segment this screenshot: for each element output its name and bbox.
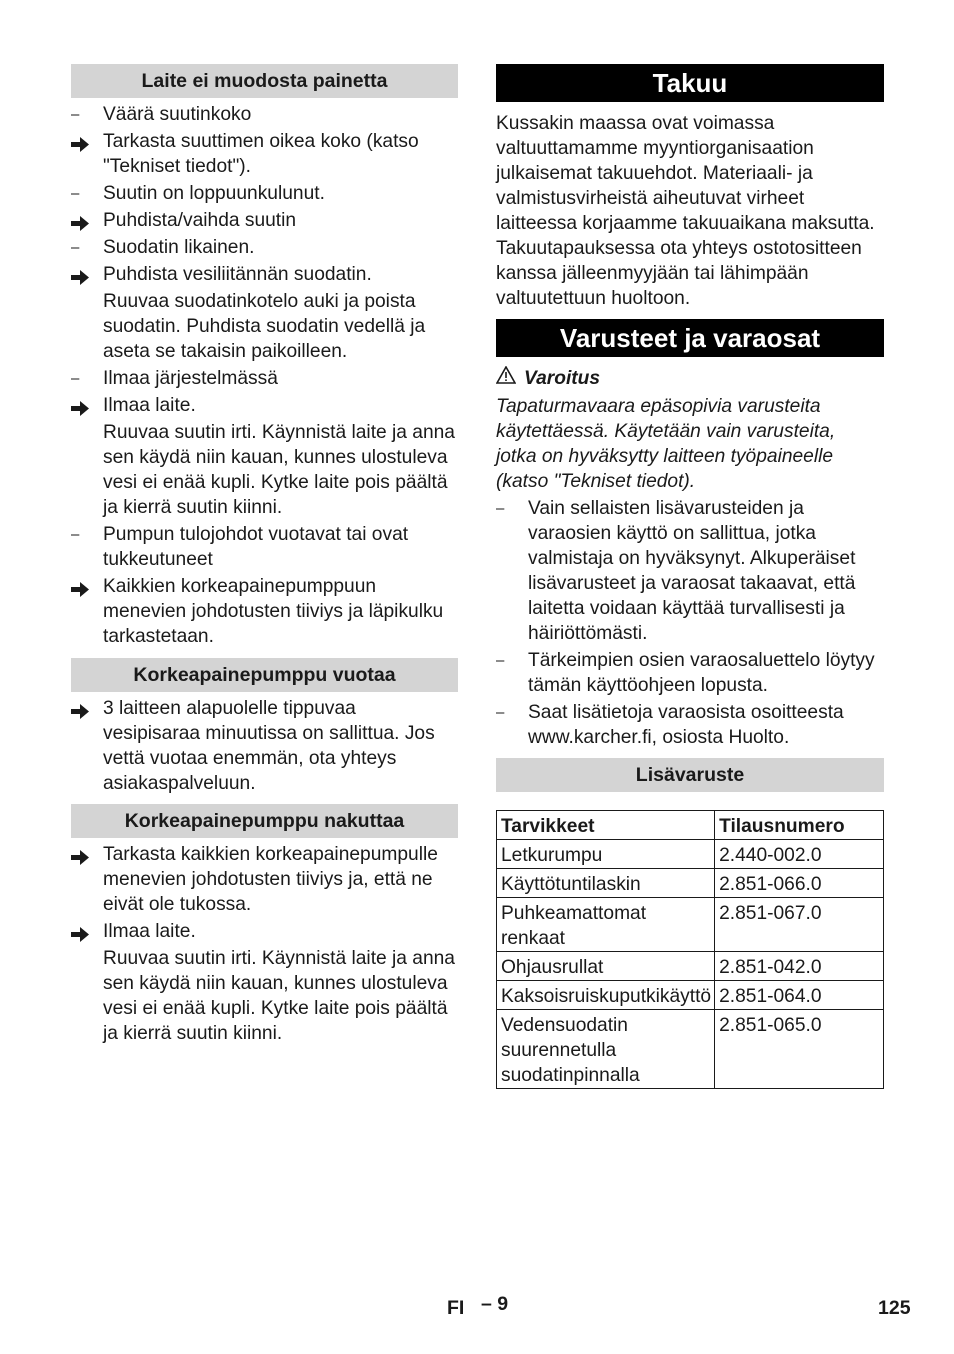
list-item-text: Ilmaa laite. xyxy=(103,921,196,942)
warranty-text: Kussakin maassa ovat voimassa valtuuttamamme myyntiorganisaation julkaisemat takuuehdot. Materiaali- ja valmistusvirheistä aiheutuvat virheet laitteessa korjaamme takuuaikana maksutta. Takuutapauksessa ota yhteys ostotositteen kanssa jälleenmyyjään tai lähimpään valtuutettuun huoltoon. xyxy=(496,113,875,309)
list-item xyxy=(71,420,458,520)
list-item xyxy=(496,700,884,750)
section-heading-no-pressure: Laite ei muodosta painetta xyxy=(71,64,458,98)
table-header-row xyxy=(497,811,884,840)
dash-bullet: – xyxy=(496,652,505,670)
list-item-text: Tärkeimpien osien varaosaluettelo löytyy tämän käyttöohjeen lopusta. xyxy=(528,650,875,697)
list-item-text: Suodatin likainen. xyxy=(103,237,255,258)
dash-bullet: – xyxy=(71,239,80,256)
dash-bullet: – xyxy=(496,500,505,518)
table-row xyxy=(497,952,884,981)
accessory-name-cell: Letkurumpu xyxy=(497,840,715,869)
list-item xyxy=(71,235,458,260)
dash-bullet: – xyxy=(71,106,80,123)
table-row xyxy=(497,1010,884,1089)
order-number-cell: 2.851-064.0 xyxy=(715,981,884,1010)
table-row xyxy=(497,898,884,952)
arrow-right-icon xyxy=(71,208,99,238)
footer-language: FI xyxy=(447,1297,465,1319)
list-item-text: Ruuvaa suutin irti. Käynnistä laite ja anna sen käydä niin kauan, kunnes ulostuleva vesi ei enää kupli. Kytke laite pois päältä ja kierrä suutin kiinni. xyxy=(103,948,455,1044)
list-item xyxy=(71,574,458,649)
warning-title-row xyxy=(496,366,884,391)
accessory-name-cell: Vedensuodatin suurennetulla suodatinpinnalla xyxy=(497,1010,715,1089)
accessory-name-cell: Ohjausrullat xyxy=(497,952,715,981)
page-number: 125 xyxy=(878,1297,911,1319)
pump-leaks-list xyxy=(71,696,458,796)
accessories-list xyxy=(496,496,884,750)
list-item xyxy=(71,181,458,206)
arrow-right-icon xyxy=(71,393,99,423)
table-row xyxy=(497,981,884,1010)
list-item-text: Ruuvaa suodatinkotelo auki ja poista suodatin. Puhdista suodatin vedellä ja aseta se takaisin paikoilleen. xyxy=(103,291,426,362)
column-header-order-number: Tilausnumero xyxy=(715,811,884,840)
list-item xyxy=(71,262,458,287)
list-item xyxy=(71,522,458,572)
list-item xyxy=(71,102,458,127)
list-item xyxy=(71,919,458,944)
arrow-right-icon xyxy=(71,842,99,872)
list-item xyxy=(71,366,458,391)
accessory-name-cell: Puhkeamattomat renkaat xyxy=(497,898,715,952)
arrow-right-icon xyxy=(71,262,99,292)
arrow-right-icon xyxy=(71,696,99,726)
table-row xyxy=(497,840,884,869)
list-item-text: 3 laitteen alapuolelle tippuvaa vesipisaraa minuutissa on sallittua. Jos vettä vuotaa enemmän, ota yhteys asiakaspalveluun. xyxy=(103,698,435,794)
accessory-name-cell: Kaksoisruiskuputkikäyttö xyxy=(497,981,715,1010)
list-item-text: Vain sellaisten lisävarusteiden ja varaosien käyttö on sallittua, jotka valmistaja on hyväksynyt. Alkuperäiset lisävarusteet ja varaosat takaavat, että laitetta voidaan käyttää turvallisesti ja häiriöttömästi. xyxy=(528,498,856,645)
list-item-text: Puhdista/vaihda suutin xyxy=(103,210,297,231)
list-item xyxy=(71,393,458,418)
list-item xyxy=(496,496,884,646)
footer-section: – 9 xyxy=(481,1293,509,1315)
order-number-cell: 2.851-065.0 xyxy=(715,1010,884,1089)
accessory-name-cell: Käyttötuntilaskin xyxy=(497,869,715,898)
right-column xyxy=(496,64,884,1089)
table-row xyxy=(497,869,884,898)
list-item xyxy=(71,129,458,179)
column-header-accessories: Tarvikkeet xyxy=(497,811,715,840)
accessories-heading: Varusteet ja varaosat xyxy=(496,319,884,357)
list-item-text: Puhdista vesiliitännän suodatin. xyxy=(103,264,372,285)
left-column xyxy=(71,64,458,1046)
list-item-text: Tarkasta kaikkien korkeapainepumpulle menevien johdotusten tiiviys ja, että ne eivät ole tukossa. xyxy=(103,844,438,915)
accessory-table xyxy=(496,810,884,1089)
list-item xyxy=(71,946,458,1046)
list-item xyxy=(71,208,458,233)
section-heading-pump-knocks: Korkeapainepumppu nakuttaa xyxy=(71,804,458,838)
arrow-right-icon xyxy=(71,129,99,159)
list-item-text: Suutin on loppuunkulunut. xyxy=(103,183,325,204)
list-item xyxy=(71,696,458,796)
warning-triangle-icon xyxy=(496,366,516,391)
list-item xyxy=(496,648,884,698)
dash-bullet: – xyxy=(71,370,80,387)
list-item-text: Väärä suutinkoko xyxy=(103,104,252,125)
list-item-text: Ilmaa järjestelmässä xyxy=(103,368,278,389)
list-item xyxy=(71,842,458,917)
warning-text: Tapaturmavaara epäsopivia varusteita käytettäessä. Käytetään vain varusteita, jotka on hyväksytty laitteen työpaineelle (katso "Tekniset tiedot). xyxy=(496,396,836,493)
list-item-text: Saat lisätietoja varaosista osoitteesta www.karcher.fi, osiosta Huolto. xyxy=(528,702,844,749)
pump-knocks-list xyxy=(71,842,458,1046)
list-item-text: Tarkasta suuttimen oikea koko (katso "Tekniset tiedot"). xyxy=(103,131,419,177)
list-item-text: Ilmaa laite. xyxy=(103,395,196,416)
warning-title: Varoitus xyxy=(524,368,601,389)
warranty-heading: Takuu xyxy=(496,64,884,102)
order-number-cell: 2.440-002.0 xyxy=(715,840,884,869)
list-item-text: Ruuvaa suutin irti. Käynnistä laite ja anna sen käydä niin kauan, kunnes ulostuleva vesi ei enää kupli. Kytke laite pois päältä ja kierrä suutin kiinni. xyxy=(103,422,455,518)
arrow-right-icon xyxy=(71,574,99,604)
no-pressure-list xyxy=(71,102,458,649)
order-number-cell: 2.851-067.0 xyxy=(715,898,884,952)
list-item-text: Pumpun tulojohdot vuotavat tai ovat tukkeutuneet xyxy=(103,524,409,570)
section-heading-pump-leaks: Korkeapainepumppu vuotaa xyxy=(71,658,458,692)
accessory-table-body xyxy=(497,840,884,1089)
order-number-cell: 2.851-042.0 xyxy=(715,952,884,981)
arrow-right-icon xyxy=(71,919,99,949)
accessory-heading: Lisävaruste xyxy=(496,758,884,792)
dash-bullet: – xyxy=(71,185,80,202)
list-item-text: Kaikkien korkeapainepumppuun menevien johdotusten tiiviys ja läpikulku tarkastetaan. xyxy=(103,576,444,647)
order-number-cell: 2.851-066.0 xyxy=(715,869,884,898)
dash-bullet: – xyxy=(496,704,505,722)
list-item xyxy=(71,289,458,364)
dash-bullet: – xyxy=(71,526,80,543)
